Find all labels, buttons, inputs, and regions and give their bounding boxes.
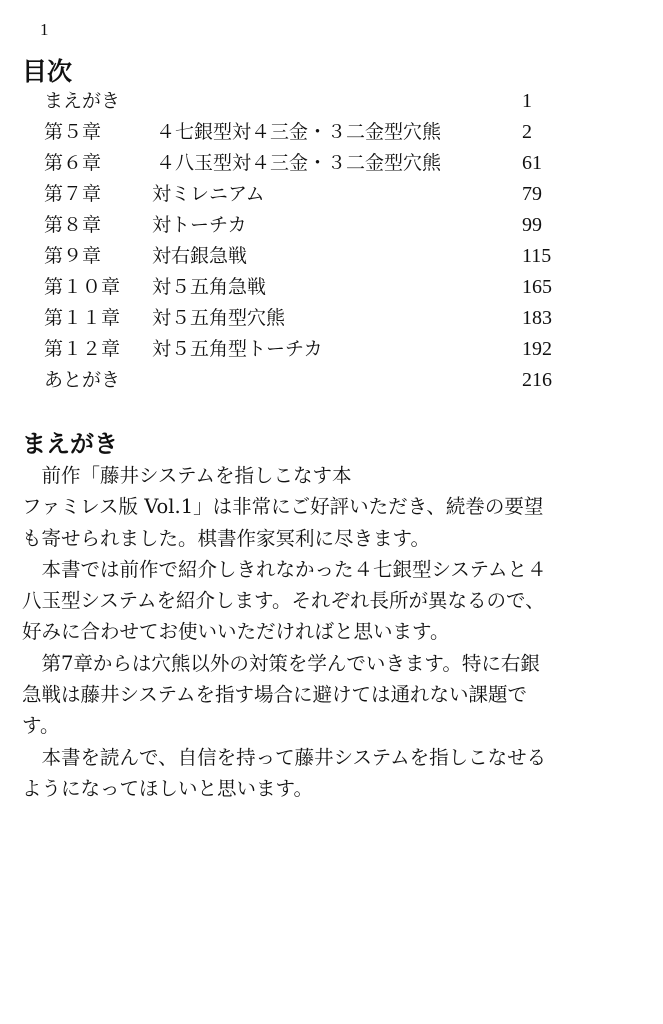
preface-line: 八玉型システムを紹介します。それぞれ長所が異なるので、 (22, 589, 545, 613)
table-of-contents (44, 86, 624, 396)
toc-chapter: 第７章 (44, 183, 102, 205)
toc-page-number: 61 (522, 152, 542, 174)
toc-page-number: 216 (522, 369, 552, 391)
toc-chapter: 第５章 (44, 121, 102, 143)
toc-page-number: 99 (522, 214, 542, 236)
toc-item (44, 272, 624, 303)
toc-title: 対５五角型トーチカ (152, 338, 323, 360)
toc-title: 対トーチカ (152, 214, 247, 236)
toc-item (44, 148, 624, 179)
toc-item (44, 334, 624, 365)
preface-line: 好みに合わせてお使いいただければと思います。 (22, 620, 450, 644)
toc-page-number: 165 (522, 276, 552, 298)
toc-item (44, 86, 624, 117)
toc-item (44, 365, 624, 396)
toc-page-number: 183 (522, 307, 552, 329)
preface-line: 前作「藤井システムを指しこなす本 (22, 464, 352, 487)
toc-chapter: 第９章 (44, 245, 102, 267)
toc-title: ４七銀型対４三金・３二金型穴熊 (156, 121, 442, 143)
toc-chapter: 第８章 (44, 214, 102, 236)
toc-item (44, 303, 624, 334)
toc-title: ４八玉型対４三金・３二金型穴熊 (156, 152, 442, 174)
preface-heading: まえがき (22, 430, 118, 458)
toc-page-number: 115 (522, 245, 552, 267)
toc-page-number: 192 (522, 338, 552, 360)
preface-line: 本書を読んで、自信を持って藤井システムを指しこなせる (22, 745, 547, 769)
toc-item (44, 117, 624, 148)
preface-line: 本書では前作で紹介しきれなかった４七銀型システムと４ (22, 557, 547, 581)
preface-line: ようになってほしいと思います。 (22, 776, 313, 800)
preface-line: 急戦は藤井システムを指す場合に避けては通れない課題で (22, 683, 528, 707)
toc-item (44, 210, 624, 241)
preface-line: 第7章からは穴熊以外の対策を学んでいきます。特に右銀 (22, 651, 540, 675)
toc-chapter: まえがき (44, 90, 121, 112)
toc-chapter: あとがき (44, 369, 121, 391)
toc-page-number: 1 (522, 90, 532, 112)
preface-line: ファミレス版 Vol.1」は非常にご好評いただき、続巻の要望 (22, 495, 544, 519)
toc-item (44, 241, 624, 272)
toc-chapter: 第１２章 (44, 338, 121, 360)
toc-page-number: 79 (522, 183, 542, 205)
toc-title: 対５五角急戦 (152, 276, 267, 298)
toc-title: 対右銀急戦 (152, 245, 248, 267)
page-number: 1 (40, 20, 49, 39)
toc-item (44, 179, 624, 210)
toc-heading: 目次 (22, 57, 73, 86)
toc-chapter: 第１０章 (44, 276, 121, 298)
preface-line: も寄せられました。棋書作家冥利に尽きます。 (22, 526, 430, 550)
toc-title: 対５五角型穴熊 (152, 307, 286, 329)
toc-chapter: 第１１章 (44, 307, 121, 329)
toc-chapter: 第６章 (44, 152, 102, 174)
preface-body (22, 460, 622, 804)
toc-page-number: 2 (522, 121, 532, 143)
toc-title: 対ミレニアム (152, 183, 265, 205)
preface-line: す。 (22, 714, 60, 738)
